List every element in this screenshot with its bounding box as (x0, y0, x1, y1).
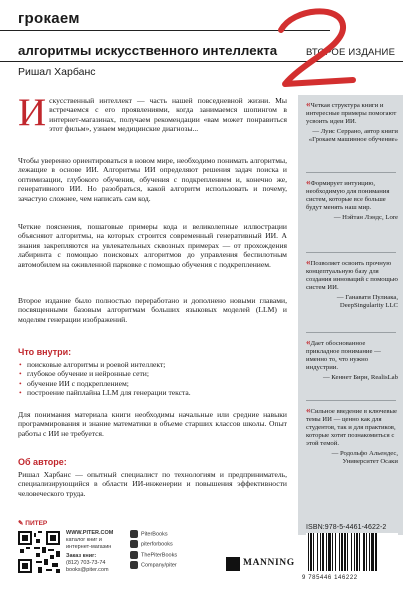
quote-mark-icon: « (306, 257, 311, 267)
vk-icon (130, 530, 138, 538)
quote-author: — Луис Серрано, автор книги «Грокаем машинное обучение» (308, 128, 398, 143)
quote-text: Сильное введение в ключевые темы ИИ — ценно как для студентов, так и для практиков, которые хотят познакомиться с этой темой. (306, 408, 398, 447)
divider (306, 252, 396, 253)
author-name: Ришал Харбанс (18, 66, 96, 78)
quote-mark-icon: « (306, 177, 311, 187)
quote-3 (306, 258, 398, 310)
youtube-icon (130, 540, 138, 548)
quote-text: Формирует интуицию, необходимую для понимания систем, которые все больше будут менять наш мир. (306, 180, 390, 211)
manning-label: MANNING (243, 558, 295, 568)
para-4: Второе издание было полностью переработано и дополнено новыми главами, посвященными базовым алгоритмам больших языковых моделей (LLM) и моделям генерации изображений. (18, 296, 287, 324)
quote-mark-icon: « (306, 337, 311, 347)
publisher-name: ПИТЕР (25, 520, 48, 527)
publisher-logo (18, 519, 47, 527)
divider (306, 332, 396, 333)
inside-list (18, 360, 287, 398)
author-bio: Ришал Харбанс — опытный специалист по технологиям и предприниматель, специализирующийся в области ИИ-инженерии и повышения эффективности человеческого труда. (18, 470, 287, 498)
edition-label: ВТОРОЕ ИЗДАНИЕ (306, 47, 396, 58)
divider (306, 400, 396, 401)
publisher-contacts (66, 530, 126, 574)
barcode-icon (306, 533, 398, 573)
drop-cap: И (18, 91, 47, 134)
social-links (130, 530, 210, 570)
site-sub: каталог книг и интернет-магазин (66, 537, 112, 550)
quote-mark-icon: « (306, 99, 311, 109)
author-heading: Об авторе: (18, 457, 67, 467)
social-link[interactable]: Company/piter (141, 562, 177, 569)
quote-text: Позволяет освоить прочную концептуальную базу для создания инноваций с помощью систем ИИ. (306, 260, 398, 291)
telegram-icon (130, 551, 138, 559)
isbn-digits: 9 785446 146222 (302, 575, 358, 581)
order-label: Заказ книг: (66, 553, 97, 559)
book-title: алгоритмы искусственного интеллекта (18, 43, 278, 58)
quote-author: — Ганавати Пулиака, DeepSingularity LLC (336, 294, 398, 309)
para-2: Чтобы уверенно ориентироваться в новом мире, необходимо понимать алгоритмы, лежащие в основе ИИ. Алгоритмы ИИ определяют решения задач поиска и оптимизации, глубокого обучения, обучения с подкреплением и, конечно же, генеративного ИИ. Но разобраться, какой алгоритм использовать и почему, зачастую сложнее, чем написать сам код. (18, 156, 287, 203)
list-item: • глубокое обучение и нейронные сети; (18, 369, 287, 378)
quote-author: — Родольфо Альендес, Университет Осаки (331, 450, 398, 465)
para-3: Четкие пояснения, пошаговые примеры кода и великолепные иллюстрации объясняют алгоритмы, на которых строится современный генеративный ИИ. А знания закрепляются на увлекательных сквозных примерах — от прохождения лабиринта с помощью поисковых алгоритмов до управления беспилотным автомобилем на оживленной парковке с помощью обучения с подкреплением. (18, 222, 287, 269)
piter-icon: ✎ (18, 520, 24, 527)
quote-author: — Нэйтан Лэндс, Lore (333, 214, 398, 221)
quote-mark-icon: « (306, 405, 311, 415)
social-link[interactable]: PiterBooks (141, 531, 168, 538)
intro-paragraph (18, 91, 287, 134)
edition-number-graphic (263, 2, 403, 92)
site-link[interactable]: WWW.PITER.COM (66, 530, 114, 536)
quote-1 (306, 100, 398, 144)
manning-logo-icon (226, 557, 240, 571)
social-link[interactable]: ThePiterBooks (141, 552, 178, 559)
list-item: • поисковые алгоритмы и роевой интеллект; (18, 360, 287, 369)
isbn: ISBN:978-5-4461-4622-2 (306, 524, 387, 531)
quote-4 (306, 338, 398, 382)
quotes-sidebar (298, 95, 403, 535)
company-icon (130, 561, 138, 569)
para-1: скусственный интеллект — часть нашей повседневной жизни. Мы встречаемся с его проявлениями, когда занимаемся шопингом в интернет-магазинах, получаем рекомендации «вам может понравиться этот фильм», узнаем медицинские диагнозы... (49, 96, 287, 134)
quote-5 (306, 406, 398, 466)
divider (306, 172, 396, 173)
quote-text: Дает обоснованное прикладное понимание — именно то, что нужно индустрии. (306, 340, 381, 371)
quote-2 (306, 178, 398, 222)
series-name: грокаем (18, 10, 80, 27)
quote-author: — Кеннет Бирн, RealisLab (322, 374, 398, 381)
social-link[interactable]: piterforbooks (141, 541, 173, 548)
phone: (812) 703-73-74 (66, 560, 106, 566)
quote-text: Четкая структура книги и интересные примеры помогают усвоить идеи ИИ. (306, 102, 397, 125)
inside-heading: Что внутри: (18, 347, 72, 357)
email-link[interactable]: books@piter.com (66, 567, 109, 573)
list-item: • обучение ИИ с подкреплением; (18, 379, 287, 388)
qr-code-icon (18, 531, 60, 573)
list-item: • построение пайплайна LLM для генерации текста. (18, 388, 287, 397)
para-5: Для понимания материала книги необходимы начальные или средние навыки программирования и знание математики в объеме старших классов школы. Опыт работы с ИИ не требуется. (18, 410, 287, 438)
